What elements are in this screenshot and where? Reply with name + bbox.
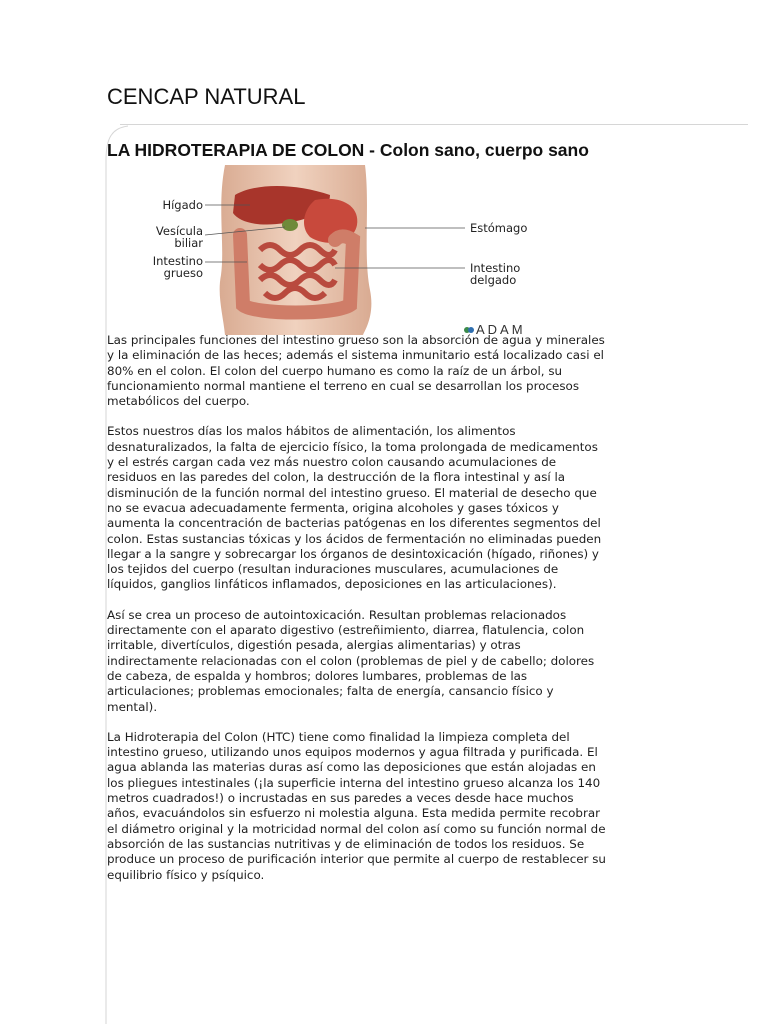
header-rule	[120, 124, 748, 125]
paragraph-4: La Hidroterapia del Colon (HTC) tiene como finalidad la limpieza completa del intestino grueso, utilizando unos equipos modernos y agua filtrada y purificada. El agua ablanda las materias duras así como las deposiciones que están alojadas en los pliegues intestinales (¡la superficie interna del intestino grueso alcanza los 140 metros cuadrados!) o incrustadas en sus paredes a veces desde hace muchos años, evacuándolos sin esfuerzo ni molestia alguna. Esta medida permite recobrar el diámetro original y la motricidad normal del colon así como su función normal de absorción de las sustancias nutritivas y de eliminación de todos los residuos. Se produce un proceso de purificación interior que permite al cuerpo de restablecer su equilibrio físico y psíquico.	[107, 729, 606, 882]
label-intestino-delgado: Intestino delgado	[470, 261, 521, 287]
gallbladder-organ	[282, 219, 298, 231]
label-higado: Hígado	[162, 198, 203, 212]
label-vesicula-biliar: Vesícula biliar	[155, 224, 203, 250]
article-body	[107, 333, 667, 898]
document-title: LA HIDROTERAPIA DE COLON - Colon sano, cuerpo sano	[107, 140, 589, 160]
anatomy-figure	[125, 165, 555, 335]
document-header: CENCAP NATURAL	[107, 84, 306, 109]
label-intestino-grueso: Intestino grueso	[152, 254, 203, 280]
abdomen-illustration	[125, 165, 555, 335]
adam-logo-text: ADAM	[476, 322, 526, 337]
paragraph-1: Las principales funciones del intestino grueso son la absorción de agua y minerales y la eliminación de las heces; además el sistema inmunitario está localizado casi el 80% en el colon. El colon del cuerpo humano es como la raíz de un árbol, su funcionamiento normal mantiene el terreno en cual se desarrollan los procesos metabólicos del cuerpo.	[107, 333, 605, 409]
paragraph-2: Estos nuestros días los malos hábitos de alimentación, los alimentos desnaturalizados, la falta de ejercicio físico, la toma prolongada de medicamentos y el estrés cargan cada vez más nuestro colon causando acumulaciones de residuos en las paredes del colon, la destrucción de la flora intestinal y así la disminución de la función normal del intestino grueso. El material de desecho que no se evacua adecuadamente fermenta, origina alcoholes y gases tóxicos y aumenta la concentración de bacterias patógenas en los diferentes segmentos del colon. Estas sustancias tóxicas y los ácidos de fermentación no eliminadas pueden llegar a la sangre y sobrecargar los órganos de desintoxicación (hígado, riñones) y los tejidos del cuerpo (resultan induraciones musculares, acumulaciones de líquidos, ganglios linfáticos inflamados, deposiciones en las articulaciones).	[107, 424, 602, 592]
label-estomago: Estómago	[470, 221, 528, 235]
paragraph-3: Así se crea un proceso de autointoxicación. Resultan problemas relacionados directamente con el aparato digestivo (estreñimiento, diarrea, flatulencia, colon irritable, divertículos, digestión pesada, alergias alimentarias) y otras indirectamente relacionadas con el colon (problemas de piel y de cabello; dolores de cabeza, de espalda y hombros; dolores lumbares, problemas de las articulaciones; problemas emocionales; falta de energía, cansancio físico y mental).	[107, 607, 595, 714]
